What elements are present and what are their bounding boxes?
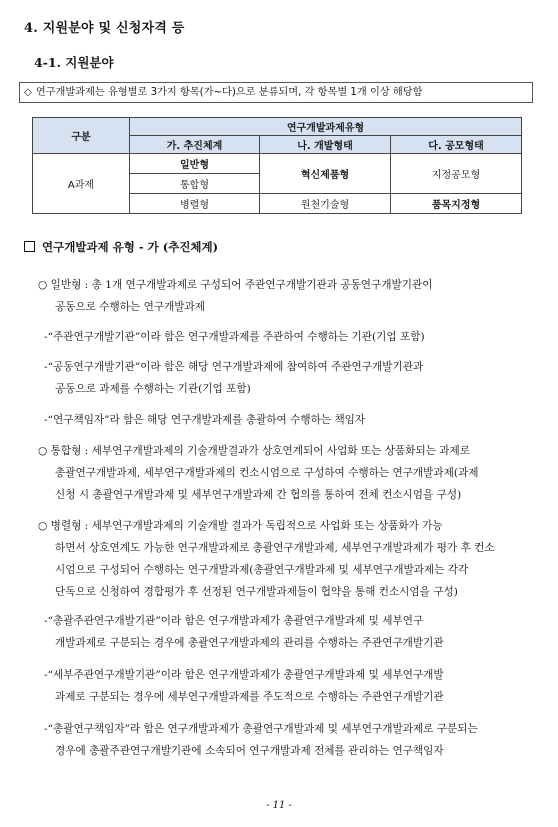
note-box	[19, 82, 533, 103]
header-gubun: 구분	[33, 118, 130, 154]
header-na: 나. 개발형태	[260, 136, 391, 154]
text-line: 단독으로 신청하여 경합평가 후 선정된 연구개발과제들이 협약을 통해 컨소시엄을 구성)	[55, 586, 458, 598]
project-type-table	[32, 117, 522, 214]
cell-ga-parallel: 병렬형	[130, 194, 260, 214]
text-line: 공동으로 수행하는 연구개발과제	[55, 301, 206, 313]
header-da: 다. 공모형태	[391, 136, 522, 154]
header-type-group: 연구개발과제유형	[130, 118, 522, 136]
row-label-a: A과제	[33, 154, 130, 214]
diamond-icon: ◇	[24, 87, 32, 98]
text-line: -“주관연구개발기관”이라 함은 연구개발과제를 주관하여 수행하는 기관(기업 포함)	[44, 331, 425, 343]
text-line: -“총괄주관연구개발기관”이라 함은 연구개발과제가 총괄연구개발과제 및 세부연구	[44, 615, 424, 627]
text-line: 총괄연구개발과제, 세부연구개발과제의 컨소시엄으로 구성하여 수행하는 연구개발과제(과제	[55, 467, 479, 479]
text-line: ○ 일반형 : 총 1개 연구개발과제로 구성되어 주관연구개발기관과 공동연구개발기관이	[38, 279, 433, 291]
page-number: - 11 -	[266, 800, 292, 811]
text-line: 신청 시 총괄연구개발과제 및 세부연구개발과제 간 협의를 통하여 전체 컨소시엄을 구성)	[55, 489, 462, 501]
text-line: -“총괄연구책임자”라 함은 연구개발과제가 총괄연구개발과제 및 세부연구개발과제로 구분되는	[44, 723, 478, 735]
text-line: -“연구책임자”라 함은 해당 연구개발과제를 총괄하여 수행하는 책임자	[44, 414, 366, 426]
text-line: 과제로 구분되는 경우에 세부연구개발과제를 주도적으로 수행하는 주관연구개발기관	[55, 691, 444, 703]
cell-da-designated: 지정공모형	[391, 154, 522, 194]
text-line: 개발과제로 구분되는 경우에 총괄연구개발과제의 관리를 수행하는 주관연구개발기관	[55, 637, 444, 649]
cell-na-innovative: 혁신제품형	[260, 154, 391, 194]
text-line: 경우에 총괄주관연구개발기관에 소속되어 연구개발과제 전체를 관리하는 연구책임자	[55, 745, 444, 757]
heading-section-4: 4. 지원분야 및 신청자격 등	[24, 21, 185, 36]
text-line: 하면서 상호연계도 가능한 연구개발과제로 총괄연구개발과제, 세부연구개발과제가 평가 후 컨소	[55, 542, 495, 554]
text-line: -“세부주관연구개발기관”이라 함은 연구개발과제가 총괄연구개발과제 및 세부연구개발	[44, 669, 444, 681]
text-line: 공동으로 과제를 수행하는 기관(기업 포함)	[55, 383, 251, 395]
cell-ga-integrated: 통합형	[130, 174, 260, 194]
text-line: -“공동연구개발기관”이라 함은 해당 연구개발과제에 참여하여 주관연구개발기관과	[44, 361, 424, 373]
checkbox-square-icon	[24, 241, 35, 252]
cell-na-source: 원천기술형	[260, 194, 391, 214]
text-line: ○ 병렬형 : 세부연구개발과제의 기술개발 결과가 독립적으로 사업화 또는 상품화가 가능	[38, 520, 443, 532]
text-line: ○ 통합형 : 세부연구개발과제의 기술개발결과가 상호연계되어 사업화 또는 상품화되는 과제로	[38, 445, 470, 457]
text-line: 시엄으로 구성되어 수행하는 연구개발과제(총괄연구개발과제 및 세부연구개발과제는 각각	[55, 564, 469, 576]
section-heading	[24, 239, 218, 255]
heading-4-1: 4-1. 지원분야	[34, 55, 114, 70]
section-title: 연구개발과제 유형 - 가 (추진체계)	[42, 240, 219, 254]
cell-da-item: 품목지정형	[391, 194, 522, 214]
header-ga: 가. 추진체계	[130, 136, 260, 154]
note-text: 연구개발과제는 유형별로 3가지 항목(가~다)으로 분류되며, 각 항목별 1개 이상 해당함	[35, 87, 423, 98]
cell-ga-general: 일반형	[130, 154, 260, 174]
